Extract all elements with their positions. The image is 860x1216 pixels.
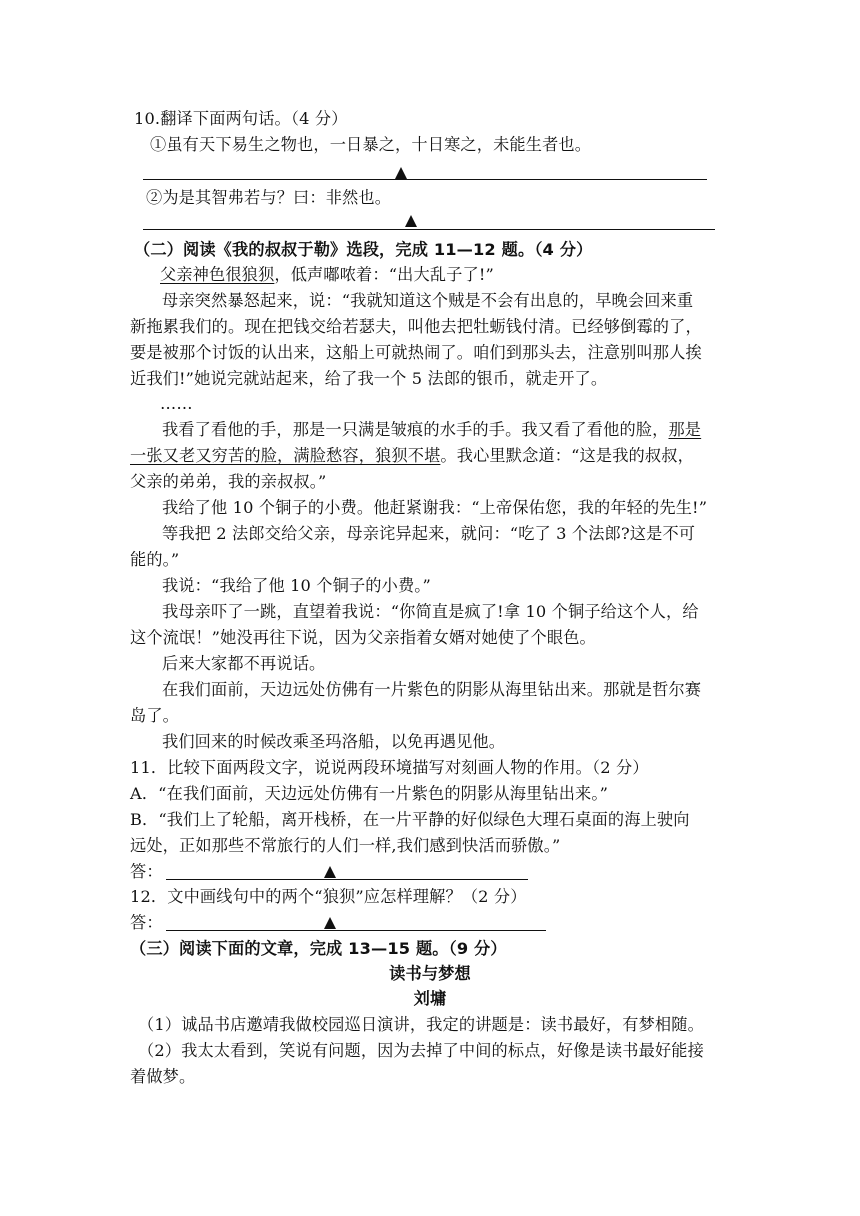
- article-paragraph-line: （2）我太太看到，笑说有问题，因为去掉了中间的标点，好像是读书最好能接: [138, 1041, 704, 1060]
- passage-line: 新拖累我们的。现在把钱交给若瑟夫，叫他去把牡蛎钱付清。已经够倒霉的了，: [130, 317, 702, 336]
- passage-line: 母亲突然暴怒起来，说：“我就知道这个贼是不会有出息的，早晚会回来重: [162, 291, 694, 310]
- section-2-header: （二）阅读《我的叔叔于勒》选段，完成 11—12 题。（4 分）: [134, 240, 593, 259]
- ellipsis: ……: [160, 394, 193, 413]
- section-3-header: （三）阅读下面的文章，完成 13—15 题。（9 分）: [130, 939, 507, 958]
- underlined-sentence: 父亲神色很狼狈: [160, 265, 275, 284]
- underlined-sentence: 那是: [668, 420, 702, 439]
- article-paragraph: （1）诚品书店邀靖我做校园巡日演讲，我定的讲题是：读书最好，有梦相随。: [138, 1015, 704, 1034]
- passage-line: 近我们!”她说完就站起来，给了我一个 5 法郎的银币，就走开了。: [130, 369, 608, 388]
- answer-marker-triangle: [405, 215, 417, 227]
- passage-line: 岛了。: [130, 706, 180, 725]
- passage-line: 后来大家都不再说话。: [162, 654, 326, 673]
- q12-header: 12．文中画线句中的两个“狼狈”应怎样理解？（2 分）: [130, 887, 527, 906]
- passage-line: 我给了他 10 个铜子的小费。他赶紧谢我：“上帝保佑您，我的年轻的先生!”: [162, 498, 708, 517]
- answer-line-q10-1: [143, 179, 707, 180]
- q11-option-b-line: B．“我们上了轮船，离开栈桥，在一片平静的好似绿色大理石桌面的海上驶向: [130, 810, 690, 829]
- passage-paragraph: [160, 264, 494, 286]
- passage-line: 我们回来的时候改乘圣玛洛船，以免再遇见他。: [162, 732, 506, 751]
- answer-line-q12: [166, 930, 546, 931]
- passage-text: 。我心里默念道：“这是我的叔叔，: [440, 446, 694, 465]
- passage-line: [162, 419, 701, 441]
- q10-sentence-2: ②为是其智弗若与？曰：非然也。: [146, 188, 392, 207]
- q11-answer-label: 答：: [130, 862, 163, 881]
- article-paragraph-line: 着做梦。: [130, 1067, 196, 1086]
- passage-line: 我说：“我给了他 10 个铜子的小费。”: [162, 576, 431, 595]
- article-author: 刘墉: [413, 989, 447, 1008]
- q10-header: 10.翻译下面两句话。（4 分）: [134, 109, 348, 128]
- q12-answer-label: 答：: [130, 913, 163, 932]
- answer-marker-triangle: [395, 167, 407, 179]
- passage-line: 在我们面前，天边远处仿佛有一片紫色的阴影从海里钻出来。那就是哲尔赛: [162, 680, 702, 699]
- q11-option-b-line: 远处，正如那些不常旅行的人们一样,我们感到快活而骄傲。”: [130, 836, 561, 855]
- underlined-sentence: 一张又老又穷苦的脸，满脸愁容，狼狈不堪: [130, 446, 441, 465]
- answer-marker-triangle: [324, 917, 336, 929]
- passage-text: 我看了看他的手，那是一只满是皱痕的水手的手。我又看了看他的脸，: [162, 420, 669, 439]
- passage-line: 等我把 2 法郎交给父亲，母亲诧异起来，就问：“吃了 3 个法郎?这是不可: [162, 524, 696, 543]
- article-title: 读书与梦想: [389, 964, 471, 983]
- passage-line: 父亲的弟弟，我的亲叔叔。”: [130, 472, 327, 491]
- q11-header: 11．比较下面两段文字，说说两段环境描写对刻画人物的作用。（2 分）: [130, 758, 649, 777]
- q10-sentence-1: ①虽有天下易生之物也，一日暴之，十日寒之，未能生者也。: [150, 135, 592, 154]
- passage-text: ，低声嘟哝着：“出大乱子了!”: [274, 265, 494, 284]
- passage-line: 我母亲吓了一跳，直望着我说：“你简直是疯了!拿 10 个铜子给这个人，给: [162, 602, 699, 621]
- passage-line: 要是被那个讨饭的认出来，这船上可就热闹了。咱们到那头去，注意别叫那人挨: [130, 343, 702, 362]
- answer-line-q11: [166, 879, 528, 880]
- passage-line: 能的。”: [130, 550, 180, 569]
- passage-line: [130, 445, 694, 467]
- answer-line-q10-2: [143, 229, 715, 230]
- q11-option-a: A．“在我们面前，天边远处仿佛有一片紫色的阴影从海里钻出来。”: [130, 784, 609, 803]
- passage-line: 这个流氓！”她没再往下说，因为父亲指着女婿对她使了个眼色。: [130, 628, 596, 647]
- answer-marker-triangle: [324, 866, 336, 878]
